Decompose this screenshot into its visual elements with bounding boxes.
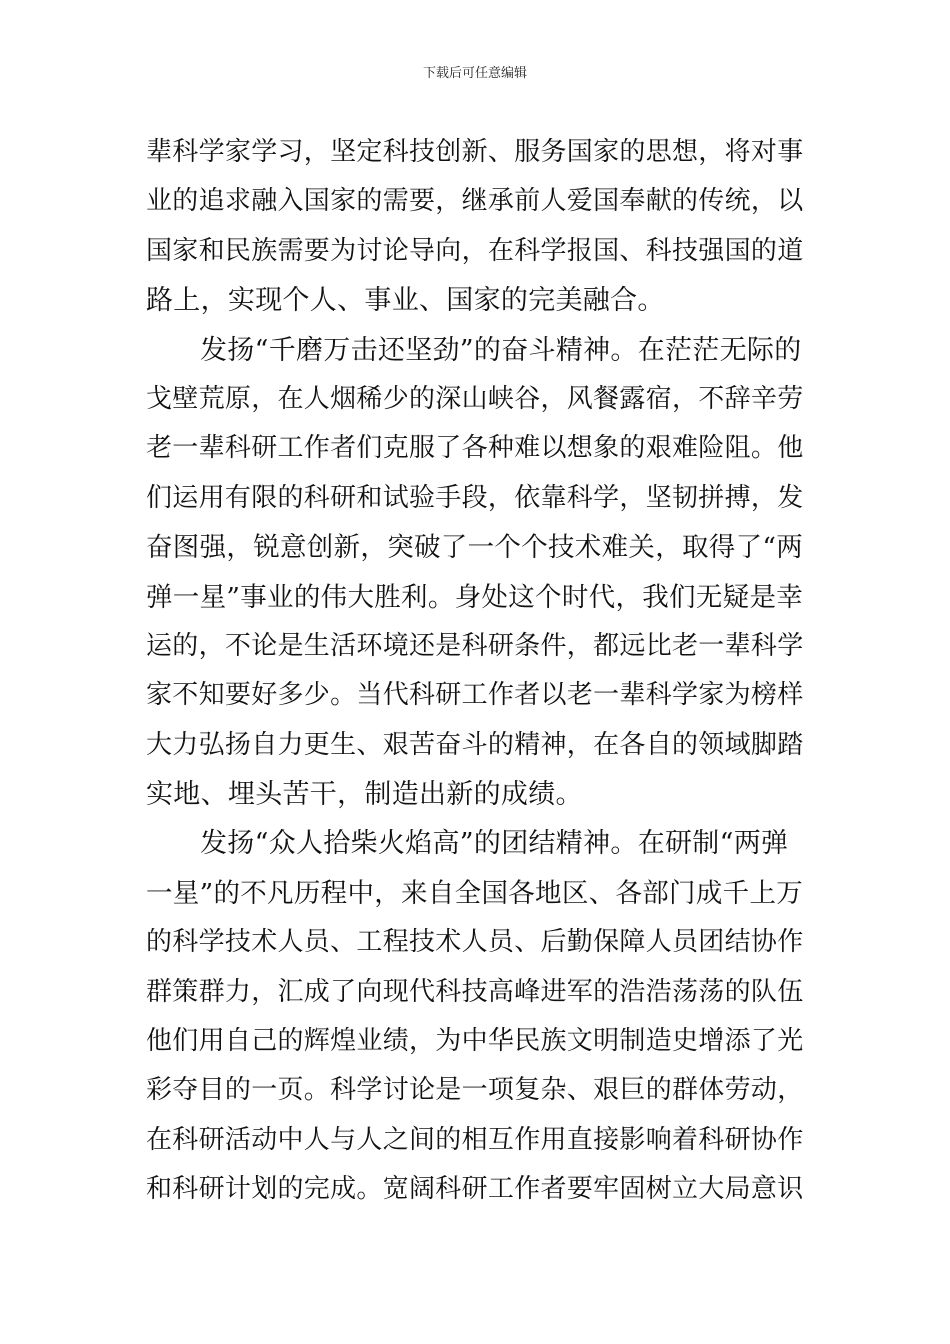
text-line: 和科研计划的完成。宽阔科研工作者要牢固树立大局意识 xyxy=(146,1174,804,1205)
text-line: 彩夺目的一页。科学讨论是一项复杂、艰巨的群体劳动， xyxy=(146,1075,804,1106)
text-line: 家不知要好多少。当代科研工作者以老一辈科学家为榜样 xyxy=(146,680,804,711)
text-line: 弹一星”事业的伟大胜利。身处这个时代，我们无疑是幸 xyxy=(146,581,804,613)
text-line: 在科研活动中人与人之间的相互作用直接影响着科研协作 xyxy=(146,1124,804,1155)
text-line: 戈壁荒原，在人烟稀少的深山峡谷，风餐露宿，不辞辛劳 xyxy=(146,383,804,414)
text-line: 路上，实现个人、事业、国家的完美融合。 xyxy=(146,285,665,317)
text-line: 辈科学家学习，坚定科技创新、服务国家的思想，将对事 xyxy=(146,137,804,167)
text-line: 老一辈科研工作者们克服了各种难以想象的艰难险阻。他 xyxy=(146,433,804,464)
text-line: 业的追求融入国家的需要，继承前人爱国奉献的传统，以 xyxy=(146,186,804,217)
text-line: 大力弘扬自力更生、艰苦奋斗的精神，在各自的领域脚踏 xyxy=(146,729,804,760)
text-line: 们运用有限的科研和试验手段，依靠科学，坚韧拼搏，发 xyxy=(146,482,804,513)
page-header: 下载后可任意编辑 xyxy=(422,66,527,81)
text-line: 发扬“千磨万击还坚劲”的奋斗精神。在茫茫无际的 xyxy=(200,334,802,366)
text-line: 发扬“众人拾柴火焰高”的团结精神。在研制“两弹 xyxy=(200,828,789,860)
text-line: 群策群力，汇成了向现代科技高峰进军的浩浩荡荡的队伍 xyxy=(146,976,804,1007)
text-line: 国家和民族需要为讨论导向，在科学报国、科技强国的道 xyxy=(146,235,804,266)
body-text xyxy=(146,128,806,1215)
text-line: 实地、埋头苦干，制造出新的成绩。 xyxy=(146,779,583,811)
text-line: 奋图强，锐意创新，突破了一个个技术难关，取得了“两 xyxy=(146,532,804,564)
text-line: 一星”的不凡历程中，来自全国各地区、各部门成千上万 xyxy=(146,877,804,909)
text-line: 的科学技术人员、工程技术人员、后勤保障人员团结协作 xyxy=(146,927,804,958)
text-line: 运的，不论是生活环境还是科研条件，都远比老一辈科学 xyxy=(146,630,804,661)
text-line: 他们用自己的辉煌业绩，为中华民族文明制造史增添了光 xyxy=(146,1026,804,1057)
